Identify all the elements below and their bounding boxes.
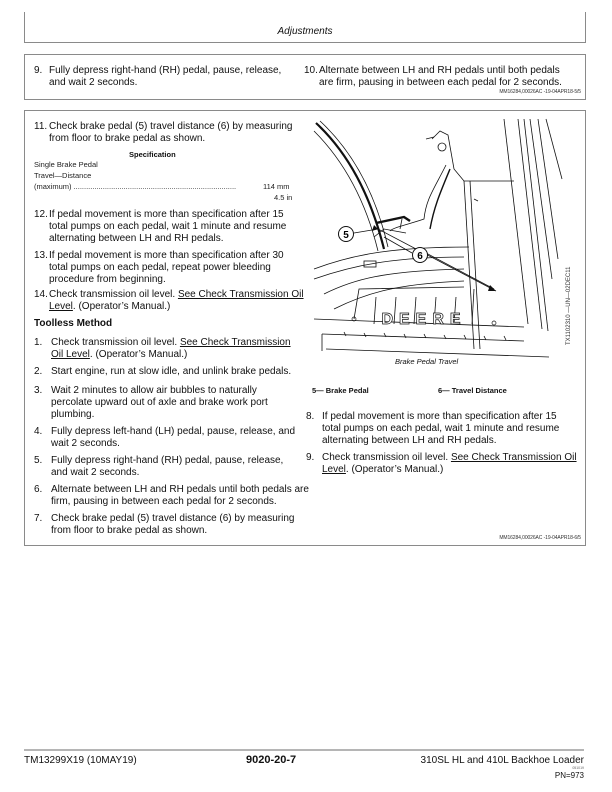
toolless-step-2: 2. Start engine, run at slow idle, and unlink brake pedals. xyxy=(34,366,292,377)
toolless-step-5: 5. Fully depress right-hand (RH) pedal, pause, release, and wait 2 seconds. xyxy=(34,455,284,478)
link-check-transmission-oil-level[interactable]: See Check Transmission Oil Level xyxy=(49,289,304,312)
legend-item-brake-pedal: 5— Brake Pedal xyxy=(312,386,369,395)
page-number: 9020-20-7 xyxy=(246,754,297,766)
figure-code: TX1102310 —UN—02DEC11 xyxy=(566,266,572,345)
link-check-transmission-oil-level[interactable]: See Check Transmission Oil Level xyxy=(51,337,291,360)
procedure-block-2: 11. Check brake pedal (5) travel distance (6) by measuring from floor to brake pedal as shown. Specification Single Brake Pedal Travel—Distance (maximum) .............................................................................. 114 mm 4.5 in 12. If pedal movement is more than specification after 15 total pumps on each pedal, wait 1 minute and resume alternating between LH and RH pedals. 13. If pedal movement is more than specification after 30 total pumps on each pedal, repeat power bleeding procedure from beginning. 14. Check transmission oil level. See Check Transmission Oil Level. (Operator’s Manual.) Toolless Method 1. Check transmission oil level. See Check Transmission Oil Level. (Operator’s Manual.) 2. Start engine, run at slow idle, and unlink brake pedals. 3. Wait 2 minutes to allow air bubbles to naturally percolate upward out of axle and brake work port plumbing. 4. Fully depress left-hand (LH) pedal, pause, release, and wait 2 seconds. 5. Fully depress right-hand (RH) pedal, pause, release, and wait 2 seconds. 6. Alternate between LH and RH pedals until both pedals are firm, pausing in between each pedal for 2 seconds. 7. Check brake pedal (5) travel distance (6) by measuring from floor to brake pedal as shown. 5 6 DEERE Brake Pedal Travel TX1102310 —UN—02DEC11 5— Brake Pedal 6— Travel Distance 8. If pedal movement is more than specification after 15 total pumps on each pedal, wait 1 minute and resume alternating between LH and RH pedals. 9. Check transmission oil level. See Check Transmission Oil Level. (Operator’s Manual.) MM16284,00026AC -19-04APR18-6/5 xyxy=(24,110,586,546)
spec-value-in: 4.5 in xyxy=(274,193,293,202)
machine-title: 310SL HL and 410L Backhoe Loader xyxy=(420,755,584,766)
spec-label: (maximum) xyxy=(34,182,72,191)
section-title: Adjustments xyxy=(277,26,333,37)
step-10: 10. Alternate between LH and RH pedals until both pedals are firm, pausing in between each pedal for 2 seconds. xyxy=(304,65,562,88)
link-check-transmission-oil-level[interactable]: See Check Transmission Oil Level xyxy=(322,452,577,475)
step-11: 11. Check brake pedal (5) travel distance (6) by measuring from floor to brake pedal as shown. xyxy=(34,121,293,144)
brake-pedal-figure xyxy=(314,119,564,354)
spec-value-mm: 114 mm xyxy=(263,182,290,191)
svg-text:5: 5 xyxy=(343,230,349,241)
svg-text:6: 6 xyxy=(417,251,423,262)
toolless-step-3: 3. Wait 2 minutes to allow air bubbles to naturally percolate upward out of axle and brake work port plumbing. xyxy=(34,385,268,420)
step-9: 9. Fully depress right-hand (RH) pedal, pause, release, and wait 2 seconds. xyxy=(34,65,282,88)
callout-6 xyxy=(413,248,428,263)
step-12: 12. If pedal movement is more than specification after 15 total pumps on each pedal, wait 1 minute and resume alternating between LH and RH pedals. xyxy=(34,209,287,244)
toolless-step-7: 7. Check brake pedal (5) travel distance (6) by measuring from floor to brake pedal as shown. xyxy=(34,513,295,536)
step-14: 14. Check transmission oil level. See Check Transmission Oil Level. (Operator’s Manual.) xyxy=(34,289,304,312)
procedure-block-1 xyxy=(24,54,586,100)
page-header xyxy=(24,12,586,43)
reference-code: MM16284,00026AC -19-04APR18-5/5 xyxy=(499,89,581,95)
footer-date-code: 051019 xyxy=(572,766,584,770)
callout-5 xyxy=(339,227,354,242)
manual-id: TM13299X19 (10MAY19) xyxy=(24,755,137,766)
step-13: 13. If pedal movement is more than specification after 30 total pumps on each pedal, repeat power bleeding procedure from beginning. xyxy=(34,250,284,285)
deere-brand-text: DEERE xyxy=(381,311,467,328)
reference-code: MM16284,00026AC -19-04APR18-6/5 xyxy=(499,535,581,541)
footer-divider xyxy=(24,749,584,751)
toolless-method-heading: Toolless Method xyxy=(34,318,113,329)
legend-item-travel-distance: 6— Travel Distance xyxy=(438,386,507,395)
right-step-8: 8. If pedal movement is more than specification after 15 total pumps on each pedal, wait 1 minute and resume alternating between LH and RH pedals. xyxy=(306,411,560,446)
right-step-9: 9. Check transmission oil level. See Check Transmission Oil Level. (Operator’s Manual.) xyxy=(306,452,577,475)
spec-leader-dots: .............................................................................. xyxy=(73,182,237,191)
brake-pedal-illustration xyxy=(314,119,564,354)
toolless-step-4: 4. Fully depress left-hand (LH) pedal, pause, release, and wait 2 seconds. xyxy=(34,426,296,449)
pn-number: PN=973 xyxy=(554,771,584,780)
toolless-step-6: 6. Alternate between LH and RH pedals until both pedals are firm, pausing in between each pedal for 2 seconds. xyxy=(34,484,309,507)
figure-caption: Brake Pedal Travel xyxy=(395,357,459,366)
toolless-step-1: 1. Check transmission oil level. See Check Transmission Oil Level. (Operator’s Manual.) xyxy=(34,337,291,360)
